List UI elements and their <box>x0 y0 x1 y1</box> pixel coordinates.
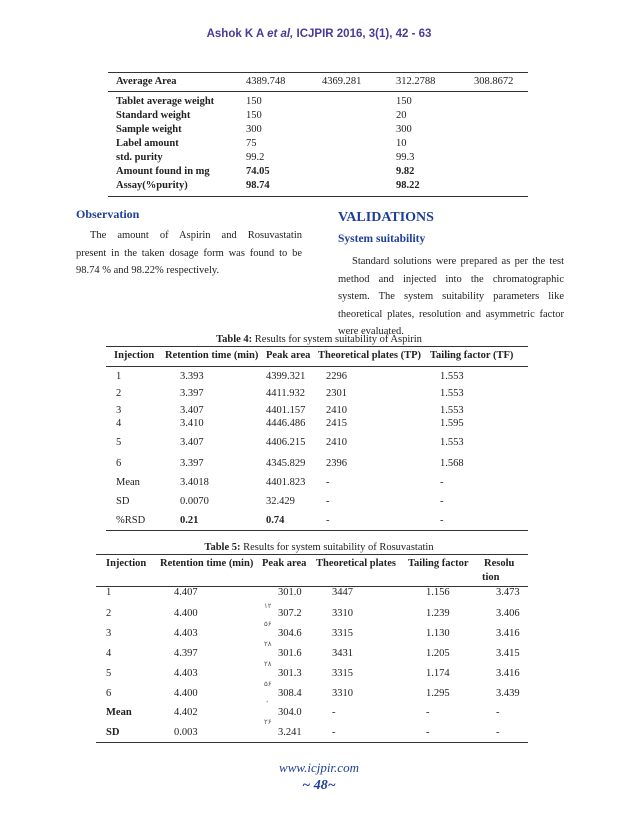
table-cell: 3447 <box>332 587 353 598</box>
stray-mark: ۱۲ <box>264 602 272 610</box>
header-authors: Ashok K A <box>206 28 264 40</box>
table-cell: SD <box>116 496 130 507</box>
table-cell: 3.415 <box>496 648 520 659</box>
avg-area-val-4: 308.8672 <box>474 76 514 87</box>
table-cell: 301.6 <box>278 648 302 659</box>
table-cell: 3.393 <box>180 371 204 382</box>
table-cell: 4401.823 <box>266 477 306 488</box>
table-row-label: std. purity <box>116 152 163 163</box>
table-cell: 0.0070 <box>180 496 209 507</box>
table-cell: 3.407 <box>180 405 204 416</box>
paragraph-line: 98.74 % and 98.22% respectively. <box>76 265 220 276</box>
table-row-label: Sample weight <box>116 124 182 135</box>
table-cell: 5 <box>106 668 112 679</box>
footer-url: www.icjpir.com <box>279 760 359 775</box>
table-cell: SD <box>106 727 120 738</box>
table-cell: %RSD <box>116 515 146 526</box>
stray-mark: ۲۸ <box>264 660 272 668</box>
table5-caption <box>0 542 638 553</box>
table-row-label: Assay(%purity) <box>116 180 188 191</box>
table5-header: tion <box>482 572 500 583</box>
table-cell: 4.403 <box>174 628 198 639</box>
table-cell: 3.406 <box>496 608 520 619</box>
paragraph-line: present in the taken dosage form was found to be <box>76 247 302 259</box>
table-cell: - <box>326 515 330 526</box>
table-cell: 2296 <box>326 371 347 382</box>
table-cell: 2 <box>116 388 122 399</box>
table-cell: 0.21 <box>180 515 199 526</box>
table-cell: 1.130 <box>426 628 450 639</box>
validations-paragraph <box>338 253 564 341</box>
table-cell: 2301 <box>326 388 347 399</box>
table-cell: 3.407 <box>180 437 204 448</box>
table-cell: 4 <box>106 648 112 659</box>
avg-area-val-3: 312.2788 <box>396 76 436 87</box>
table-row-label: Label amount <box>116 138 179 149</box>
table4-header: Retention time (min) <box>165 350 259 361</box>
table-cell: 74.05 <box>246 166 270 177</box>
table-cell: 3315 <box>332 668 353 679</box>
table-cell: 4345.829 <box>266 458 306 469</box>
table5-header: Injection <box>106 558 147 569</box>
table-cell: 4411.932 <box>266 388 305 399</box>
system-suitability-heading: System suitability <box>338 233 426 245</box>
table-cell: 3.397 <box>180 458 204 469</box>
table-cell: 6 <box>106 688 112 699</box>
table-cell: 3.410 <box>180 418 204 429</box>
table5-header: Retention time (min) <box>160 558 254 569</box>
table-cell: 3310 <box>332 608 353 619</box>
table-cell: 3310 <box>332 688 353 699</box>
table5-caption-label: Table 5: <box>204 542 241 553</box>
table-cell: 32.429 <box>266 496 295 507</box>
page-number: ~ 48~ <box>302 778 336 793</box>
paragraph-line: Standard solutions were prepared as per the test <box>352 256 564 267</box>
paragraph-line: The amount of Aspirin and Rosuvastatin <box>90 230 302 241</box>
table-cell: 150 <box>246 110 262 121</box>
stray-mark: ۲۸ <box>264 640 272 648</box>
table-cell: 4.402 <box>174 707 198 718</box>
table4-caption-text: Results for system suitability of Aspirin <box>252 334 422 345</box>
table-cell: 3.4018 <box>180 477 209 488</box>
stray-mark: ۵۶ <box>264 680 272 688</box>
table-cell: 3 <box>106 628 112 639</box>
table-cell: 1.156 <box>426 587 450 598</box>
table4-header: Tailing factor (TF) <box>430 350 514 361</box>
table-cell: - <box>496 707 500 718</box>
table-cell: 3.241 <box>278 727 302 738</box>
stray-mark: ۵۶ <box>264 620 272 628</box>
table-cell: 3.439 <box>496 688 520 699</box>
table-cell: - <box>440 515 444 526</box>
observation-heading: Observation <box>76 207 140 221</box>
table5-header: Peak area <box>262 558 307 569</box>
table-cell: 4399.321 <box>266 371 306 382</box>
table-cell: 4.400 <box>174 688 198 699</box>
table-cell: 1 <box>106 587 112 598</box>
table-cell: 3.473 <box>496 587 520 598</box>
table-cell: 2 <box>106 608 112 619</box>
table-cell: 9.82 <box>396 166 415 177</box>
table-cell: 1.553 <box>440 405 464 416</box>
table-cell: 3.416 <box>496 628 520 639</box>
table-cell: 1 <box>116 371 122 382</box>
table5-header: Tailing factor <box>408 558 469 569</box>
table-cell: 0.003 <box>174 727 198 738</box>
table-cell: - <box>332 727 336 738</box>
table-cell: 1.239 <box>426 608 450 619</box>
table-cell: 304.6 <box>278 628 302 639</box>
table-cell: 4 <box>116 418 122 429</box>
table-cell: 3.397 <box>180 388 204 399</box>
table-cell: - <box>332 707 336 718</box>
paragraph-line: were evaluated. <box>338 326 404 337</box>
table-cell: 1.568 <box>440 458 464 469</box>
table-cell: 99.2 <box>246 152 265 163</box>
table-cell: - <box>326 477 330 488</box>
table-cell: 1.595 <box>440 418 464 429</box>
paragraph-line: system. The system suitability parameters like <box>338 291 564 302</box>
table-cell: 4401.157 <box>266 405 306 416</box>
table-cell: 2410 <box>326 405 347 416</box>
table-cell: - <box>426 707 430 718</box>
table-cell: 301.3 <box>278 668 302 679</box>
table-cell: 4.407 <box>174 587 198 598</box>
table-cell: - <box>496 727 500 738</box>
avg-area-label: Average Area <box>116 76 177 87</box>
table-cell: 98.74 <box>246 180 270 191</box>
table4-header: Theoretical plates (TP) <box>318 350 422 361</box>
table-cell: - <box>440 496 444 507</box>
paragraph-line: theoretical plates, resolution and asymmetric factor <box>338 308 564 320</box>
table-cell: 0.74 <box>266 515 285 526</box>
table-cell: Mean <box>116 477 140 488</box>
table-cell: 99.3 <box>396 152 415 163</box>
table-cell: 300 <box>396 124 412 135</box>
table-cell: 3315 <box>332 628 353 639</box>
table-cell: 2415 <box>326 418 347 429</box>
table-cell: 20 <box>396 110 407 121</box>
table-cell: 301.0 <box>278 587 302 598</box>
table-cell: - <box>426 727 430 738</box>
table-cell: - <box>440 477 444 488</box>
table-cell: 4.403 <box>174 668 198 679</box>
table-cell: 150 <box>246 96 262 107</box>
table-cell: 308.4 <box>278 688 302 699</box>
table4-header: Peak area <box>266 350 311 361</box>
table-cell: 98.22 <box>396 180 420 191</box>
table-cell: 3431 <box>332 648 353 659</box>
table-row-label: Tablet average weight <box>116 96 215 107</box>
table-cell: 1.174 <box>426 668 450 679</box>
table-cell: 3 <box>116 405 122 416</box>
table-cell: Mean <box>106 707 132 718</box>
table5-header: Resolu <box>484 558 515 569</box>
table-cell: 2410 <box>326 437 347 448</box>
table-cell: 300 <box>246 124 262 135</box>
table-cell: 4.400 <box>174 608 198 619</box>
table-cell: 4446.486 <box>266 418 306 429</box>
table-cell: 4406.215 <box>266 437 306 448</box>
avg-area-val-2: 4369.281 <box>322 76 362 87</box>
table-cell: 10 <box>396 138 407 149</box>
header-etal: et al, <box>267 28 294 40</box>
table-row-label: Standard weight <box>116 110 191 121</box>
table4-caption-label: Table 4: <box>216 334 253 345</box>
stray-mark: ۲۶ <box>264 718 272 726</box>
table-cell: 307.2 <box>278 608 302 619</box>
running-header <box>0 28 638 40</box>
table5-caption-text: Results for system suitability of Rosuvastatin <box>240 542 434 553</box>
table4-caption <box>0 334 638 345</box>
table-cell: 5 <box>116 437 122 448</box>
avg-area-val-1: 4389.748 <box>246 76 286 87</box>
table-cell: - <box>326 496 330 507</box>
table-cell: 150 <box>396 96 412 107</box>
table-cell: 2396 <box>326 458 347 469</box>
table4-header: Injection <box>114 350 155 361</box>
paragraph-line: method and injected into the chromatographic <box>338 273 564 285</box>
table-row-label: Amount found in mg <box>116 166 210 177</box>
table-cell: 1.553 <box>440 371 464 382</box>
table-cell: 75 <box>246 138 257 149</box>
observation-paragraph <box>76 227 302 280</box>
validations-heading: VALIDATIONS <box>338 210 434 225</box>
table-cell: 1.205 <box>426 648 450 659</box>
table-cell: 1.553 <box>440 437 464 448</box>
stray-mark: ٬ <box>266 700 269 708</box>
table-cell: 1.295 <box>426 688 450 699</box>
table-cell: 3.416 <box>496 668 520 679</box>
header-journal: ICJPIR 2016, 3(1), 42 - 63 <box>296 28 432 40</box>
table-cell: 1.553 <box>440 388 464 399</box>
table-cell: 6 <box>116 458 122 469</box>
table5-header: Theoretical plates <box>316 558 397 569</box>
table-cell: 4.397 <box>174 648 198 659</box>
table-cell: 304.0 <box>278 707 302 718</box>
